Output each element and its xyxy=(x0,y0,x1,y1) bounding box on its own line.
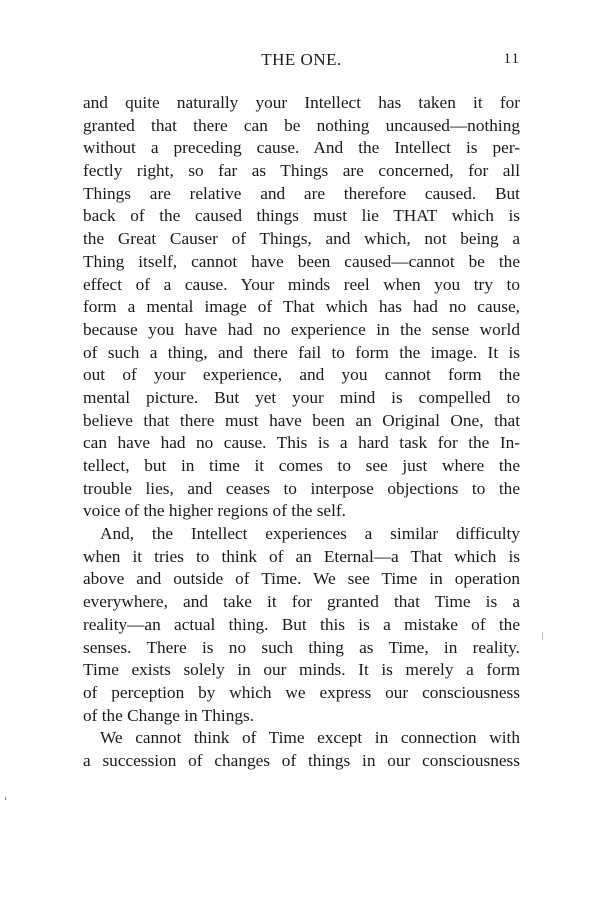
text-line: mental picture. But yet your mind is compelled to xyxy=(83,387,520,407)
text-line: back of the caused things must lie THAT which is xyxy=(83,206,520,226)
text-line: We cannot think of Time except in connection with xyxy=(100,728,520,748)
running-head xyxy=(83,50,520,74)
text-line: Time exists solely in our minds. It is merely a form xyxy=(83,660,520,680)
text-line: because you have had no experience in the sense world xyxy=(83,319,520,339)
text-line: tellect, but in time it comes to see just where the xyxy=(83,456,520,475)
text-line: voice of the higher regions of the self. xyxy=(83,501,346,521)
text-line: fectly right, so far as Things are concerned, for all xyxy=(83,161,520,181)
running-title: THE ONE. xyxy=(261,50,342,69)
text-line: of such a thing, and there fail to form the image. It is xyxy=(83,342,520,362)
text-line: of the Change in Things. xyxy=(83,705,255,725)
text-line: a succession of changes of things in our consciousness xyxy=(83,750,520,770)
text-line: can have had no cause. This is a hard task for the In- xyxy=(83,433,520,453)
body-text xyxy=(83,92,520,773)
text-line: the Great Causer of Things, and which, not being a xyxy=(83,229,520,249)
text-line: reality—an actual thing. But this is a mistake of the xyxy=(83,614,520,634)
text-line: senses. There is no such thing as Time, in reality. xyxy=(83,637,520,657)
text-line: without a preceding cause. And the Intellect is per- xyxy=(83,138,520,158)
text-line: Things are relative and are therefore caused. But xyxy=(83,183,520,203)
text-line: trouble lies, and ceases to interpose objections to the xyxy=(83,478,520,498)
text-line: and quite naturally your Intellect has taken it for xyxy=(83,93,520,112)
text-line: Thing itself, cannot have been caused—cannot be the xyxy=(83,251,520,271)
scan-speck xyxy=(5,797,6,800)
text-line: form a mental image of That which has had no cause, xyxy=(83,297,520,317)
text-line: believe that there must have been an Original One, that xyxy=(83,410,520,430)
text-line: when it tries to think of an Eternal—a That which is xyxy=(83,546,520,566)
text-line: of perception by which we express our consciousness xyxy=(83,682,520,702)
scan-speck xyxy=(542,632,543,640)
text-line: effect of a cause. Your minds reel when you try to xyxy=(83,274,520,294)
text-line: above and outside of Time. We see Time in operation xyxy=(83,569,520,589)
text-line: And, the Intellect experiences a similar difficulty xyxy=(100,524,520,544)
text-line: out of your experience, and you cannot form the xyxy=(83,365,520,385)
text-line: everywhere, and take it for granted that Time is a xyxy=(83,592,520,612)
text-line: granted that there can be nothing uncaused—nothing xyxy=(83,115,520,135)
page-number: 11 xyxy=(503,51,520,67)
